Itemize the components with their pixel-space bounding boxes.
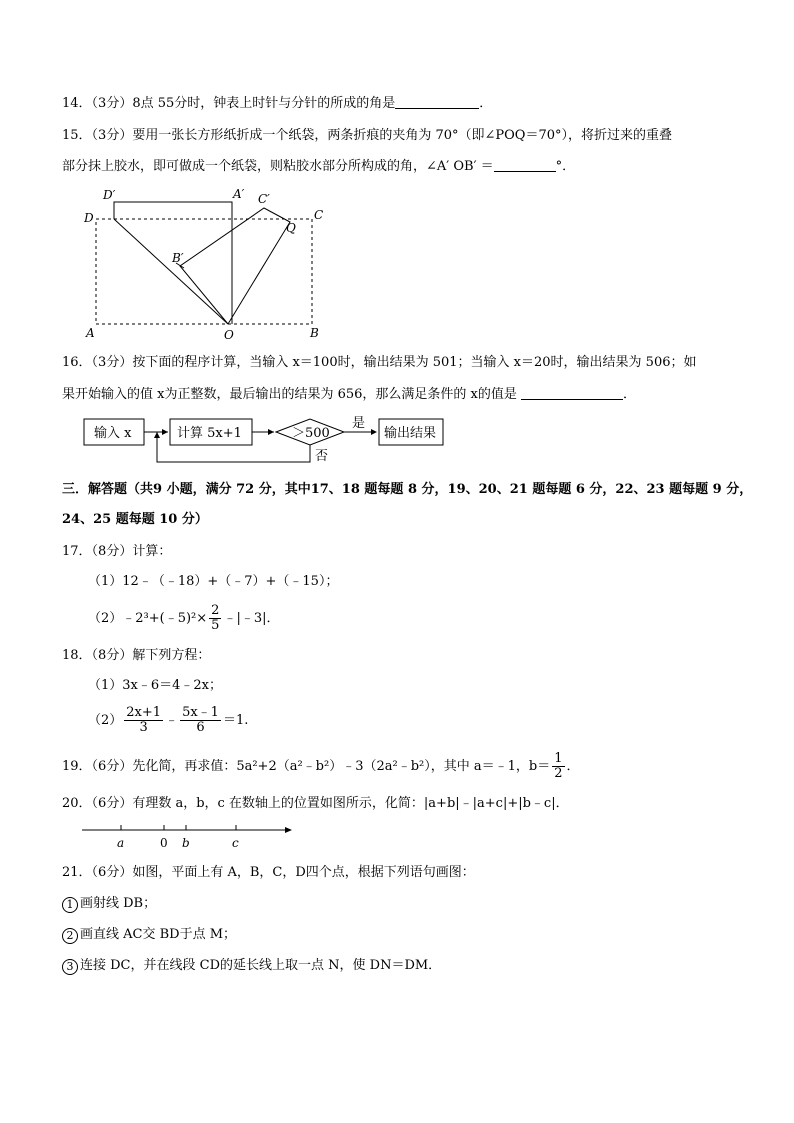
q21-item-3-text: 连接 DC，并在线段 CD的延长线上取一点 N，使 DN＝DM． xyxy=(80,958,442,973)
q21-item-2 xyxy=(62,926,236,944)
label-b: B xyxy=(310,326,319,340)
q17-frac-num: 2 xyxy=(211,603,220,618)
flow-output-label: 输出结果 xyxy=(384,426,437,441)
q21-item-3 xyxy=(62,957,441,975)
axis-label-c: c xyxy=(232,836,239,850)
q16-line2-text: 果开始输入的值 x为正整数，最后输出的结果为 656，那么满足条件的 x的值是 xyxy=(62,387,517,402)
label-d: D xyxy=(84,211,94,225)
axis-label-b: b xyxy=(182,836,190,850)
label-d-prime: D′ xyxy=(103,188,116,202)
q17-part2-expr: （2）﹣2³+(﹣5)²× xyxy=(88,611,208,626)
number-line-arrow xyxy=(285,827,292,833)
axis-label-a: a xyxy=(117,836,125,850)
q21-item-1-text: 画射线 DB； xyxy=(80,896,157,911)
q18-equals: ＝1. xyxy=(222,713,249,728)
label-c-prime: C′ xyxy=(258,192,270,206)
flow-condition-label: ＞500 xyxy=(292,426,330,441)
q17-title: 17．（8分）计算： xyxy=(62,544,172,559)
q18-part1: （1）3x﹣6＝4﹣2x； xyxy=(88,678,223,693)
q16-suffix: ． xyxy=(623,387,637,402)
q21-title: 21．（6分）如图，平面上有 A，B，C，D四个点，根据下列语句画图： xyxy=(62,865,475,880)
section-3-heading: 三．解答题（共9 小题，满分 72 分，其中17、18 题每题 8 分，19、20、21 题每题 6 分，22、23 题每题 9 分， xyxy=(62,482,753,497)
label-a: A xyxy=(86,326,95,340)
circled-number-2: 2 xyxy=(62,928,78,944)
q18-part2-label: （2） xyxy=(88,713,123,728)
flow-no-label: 否 xyxy=(315,449,329,464)
q17-frac-den: 5 xyxy=(211,618,220,633)
q16-line1: 16．（3分）按下面的程序计算，当输入 x＝100时，输出结果为 501；当输入 x＝20时，输出结果为 506；如 xyxy=(62,355,697,370)
q18-title: 18．（8分）解下列方程： xyxy=(62,648,211,663)
q19-text: 19．（6分）先化简，再求值：5a²+2（a²﹣b²）﹣3（2a²﹣b²），其中 a＝﹣1，b＝ xyxy=(62,759,551,774)
label-o: O xyxy=(224,328,234,342)
q18-f1-num: 2x+1 xyxy=(126,705,162,720)
q20-text: 20．（6分）有理数 a，b，c 在数轴上的位置如图所示，化简：|a+b|﹣|a+c|+|b﹣c|． xyxy=(62,796,569,811)
label-a-prime: A′ xyxy=(233,187,245,201)
q19-frac-num: 1 xyxy=(554,751,563,766)
q17-part1: （1）12﹣（﹣18）+（﹣7）+（﹣15）； xyxy=(88,574,339,589)
q21-item-1 xyxy=(62,895,156,913)
flow-yes-label: 是 xyxy=(352,416,366,431)
circled-number-3: 3 xyxy=(62,959,78,975)
q18-f2-num: 5x﹣1 xyxy=(182,705,219,720)
section-3-heading-cont: 24、25 题每题 10 分） xyxy=(62,512,208,527)
q14-text: 14．（3分）8点 55分时，钟表上时针与分针的所成的角是 xyxy=(62,96,396,111)
label-q: Q xyxy=(286,221,296,235)
q18-minus: ﹣ xyxy=(165,713,179,728)
q18-f1-den: 3 xyxy=(139,720,148,735)
q19-end: ． xyxy=(566,759,580,774)
circled-number-1: 1 xyxy=(62,897,78,913)
label-b-prime: B′ xyxy=(172,251,184,265)
label-c: C xyxy=(314,208,324,222)
axis-label-0: 0 xyxy=(160,836,168,850)
q21-item-2-text: 画直线 AC交 BD于点 M； xyxy=(80,927,237,942)
q15-line1: 15．（3分）要用一张长方形纸折成一个纸袋，两条折痕的夹角为 70°（即∠POQ＝70°），将折过来的重叠 xyxy=(62,128,672,143)
q19-frac-den: 2 xyxy=(554,766,563,781)
q15-suffix: °． xyxy=(555,159,576,174)
q14-suffix: ． xyxy=(479,96,493,111)
q18-f2-den: 6 xyxy=(196,720,205,735)
q15-line2-text: 部分抹上胶水，即可做成一个纸袋，则粘胶水部分所构成的角，∠A′ OB′ ＝ xyxy=(62,159,494,174)
flow-compute-label: 计算 5x+1 xyxy=(177,426,242,441)
q17-part2-tail: ﹣|﹣3|． xyxy=(223,611,280,626)
flow-input-label: 输入 x xyxy=(94,426,132,441)
